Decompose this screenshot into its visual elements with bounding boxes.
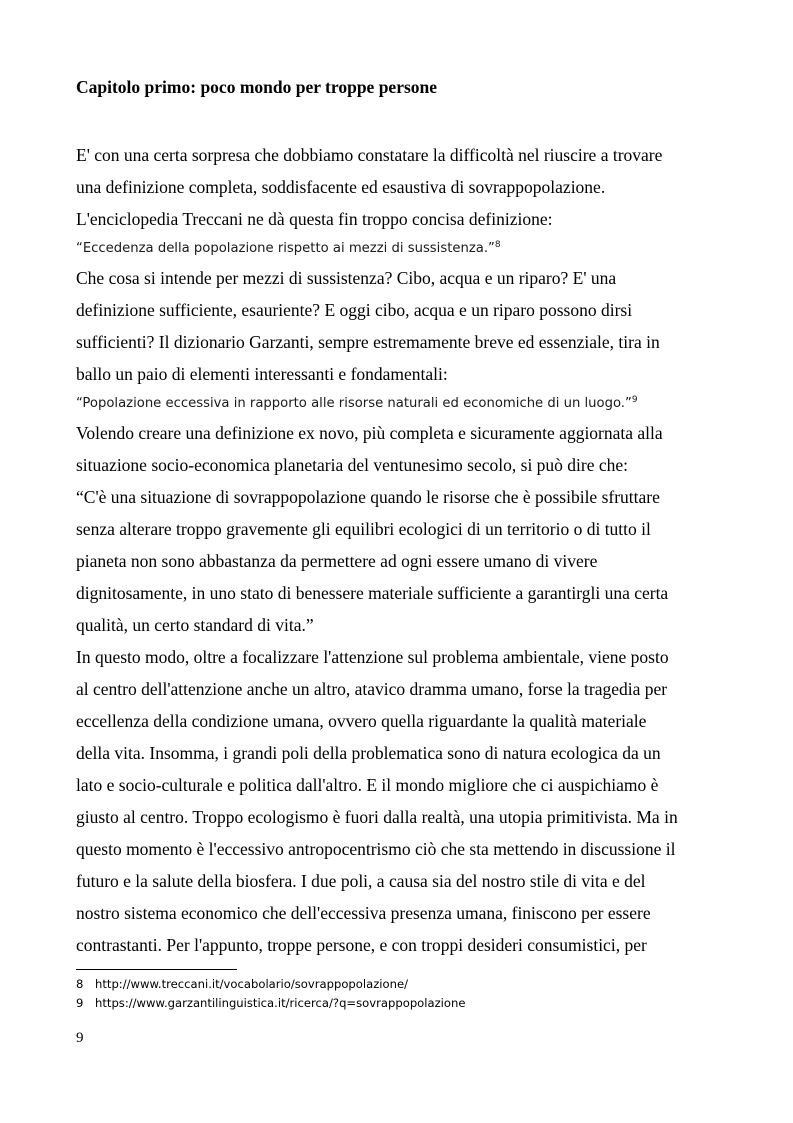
text-line: Che cosa si intende per mezzi di sussistenza? Cibo, acqua e un riparo? E' una: [76, 268, 617, 288]
text-line: futuro e la salute della biosfera. I due poli, a causa sia del nostro stile di vita e del: [76, 871, 646, 891]
text-line: situazione socio-economica planetaria del ventunesimo secolo, si può dire che:: [76, 455, 629, 475]
footnote-number: 9: [76, 996, 84, 1010]
footnote-ref-8: 8: [494, 240, 501, 250]
text-line: sufficienti? Il dizionario Garzanti, sempre estremamente breve ed essenziale, tira in: [76, 332, 660, 352]
text-line: al centro dell'attenzione anche un altro, atavico dramma umano, forse la tragedia per: [76, 679, 668, 699]
text-line: definizione sufficiente, esauriente? E oggi cibo, acqua e un riparo possono dirsi: [76, 300, 633, 320]
footnote-divider: [76, 969, 237, 970]
body-text: [76, 139, 716, 961]
text-line: “C'è una situazione di sovrappopolazione quando le risorse che è possibile sfruttare: [76, 487, 660, 507]
text-line: ballo un paio di elementi interessanti e fondamentali:: [76, 364, 448, 384]
footnote-link[interactable]: https://www.garzantilinguistica.it/ricerca/?q=sovrappopolazione: [95, 996, 466, 1010]
text-line: E' con una certa sorpresa che dobbiamo constatare la difficoltà nel riuscire a trovare: [76, 145, 663, 165]
text-line: della vita. Insomma, i grandi poli della problematica sono di natura ecologica da un: [76, 743, 661, 763]
text-line: questo momento è l'eccessivo antropocentrismo ciò che sta mettendo in discussione il: [76, 839, 676, 859]
footnote-link[interactable]: http://www.treccani.it/vocabolario/sovrappopolazione/: [95, 977, 408, 991]
text-line: contrastanti. Per l'appunto, troppe persone, e con troppi desideri consumistici, per: [76, 935, 647, 955]
footnote-8: [76, 975, 465, 994]
footnote-number: 8: [76, 977, 84, 991]
text-line: qualità, un certo standard di vita.”: [76, 615, 314, 635]
text-line: senza alterare troppo gravemente gli equilibri ecologici di un territorio o di tutto il: [76, 519, 651, 539]
text-line: lato e socio-culturale e politica dall'altro. E il mondo migliore che ci auspichiamo è: [76, 775, 659, 795]
quote-garzanti: [76, 390, 716, 417]
quote-treccani: [76, 235, 716, 262]
text-line: dignitosamente, in uno stato di benessere materiale sufficiente a garantirgli una certa: [76, 583, 669, 603]
text-line: eccellenza della condizione umana, ovvero quella riguardante la qualità materiale: [76, 711, 647, 731]
text-line: In questo modo, oltre a focalizzare l'attenzione sul problema ambientale, viene posto: [76, 647, 669, 667]
text-line: pianeta non sono abbastanza da permettere ad ogni essere umano di vivere: [76, 551, 598, 571]
text-line: L'enciclopedia Treccani ne dà questa fin troppo concisa definizione:: [76, 209, 553, 229]
text-line: nostro sistema economico che dell'eccessiva presenza umana, finiscono per essere: [76, 903, 651, 923]
quote-text: “Eccedenza della popolazione rispetto ai mezzi di sussistenza.”: [76, 241, 495, 256]
text-line: Volendo creare una definizione ex novo, più completa e sicuramente aggiornata alla: [76, 423, 663, 443]
footnote-ref-9: 9: [631, 395, 638, 405]
footnote-9: [76, 994, 465, 1013]
page-number: 9: [76, 1030, 84, 1046]
footnotes: [76, 975, 465, 1013]
text-line: una definizione completa, soddisfacente ed esaustiva di sovrappopolazione.: [76, 177, 606, 197]
text-line: giusto al centro. Troppo ecologismo è fuori dalla realtà, una utopia primitivista. Ma in: [76, 807, 678, 827]
chapter-heading: Capitolo primo: poco mondo per troppe persone: [76, 77, 438, 97]
quote-text: “Popolazione eccessiva in rapporto alle risorse naturali ed economiche di un luogo.”: [76, 396, 632, 411]
